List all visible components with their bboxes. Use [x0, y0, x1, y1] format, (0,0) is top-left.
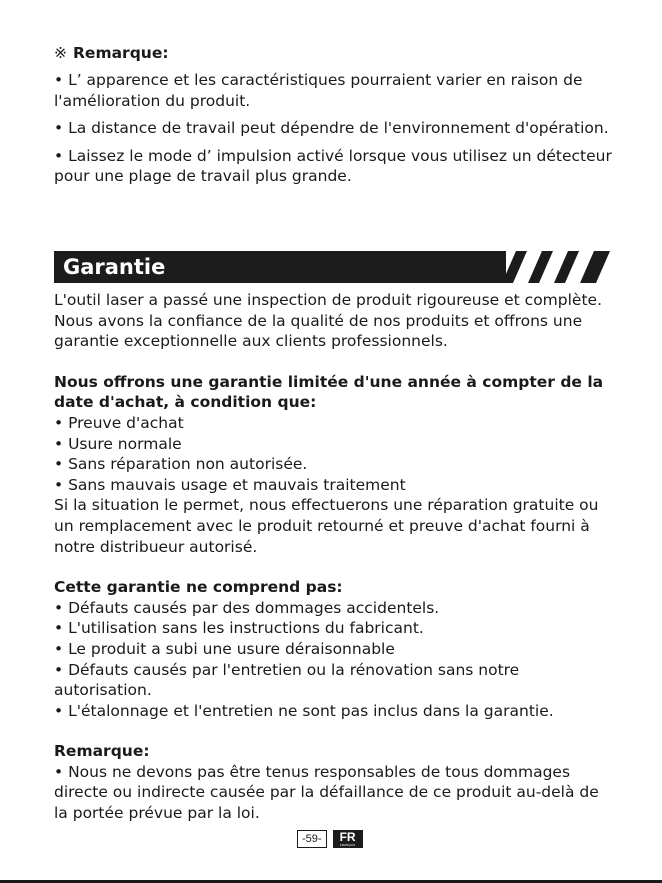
repair-text: Si la situation le permet, nous effectuerons une réparation gratuite ou un remplacement avec le produit retourné et preuve d'achat fourni à notre distribueur autorisé.: [54, 496, 599, 556]
condition-item: • Preuve d'achat: [54, 413, 184, 432]
banner-stripes-icon: [502, 251, 614, 283]
exclusion-item: • L'étalonnage et l'entretien ne sont pas inclus dans la garantie.: [54, 701, 554, 720]
exclusion-item: • L'utilisation sans les instructions du fabricant.: [54, 619, 424, 638]
exclusion-heading: Cette garantie ne comprend pas:: [54, 578, 343, 597]
condition-item: • Sans réparation non autorisée.: [54, 455, 308, 474]
exclusion-item: • Défauts causés par des dommages accidentels.: [54, 598, 440, 617]
remark-top-section: [54, 42, 614, 194]
reference-mark-icon: ※: [54, 44, 67, 62]
limited-warranty-heading: Nous offrons une garantie limitée d'une année à compter de la date d'achat, à condition que:: [54, 372, 604, 412]
exclusion-item: • Le produit a subi une usure déraisonnable: [54, 639, 395, 658]
exclusion-item: • Défauts causés par l'entretien ou la rénovation sans notre autorisation.: [54, 660, 520, 700]
language-code: FR: [339, 830, 356, 844]
condition-item: • Sans mauvais usage et mauvais traitement: [54, 475, 406, 494]
remark-note: • La distance de travail peut dépendre de l'environnement d'opération.: [54, 119, 609, 138]
condition-item: • Usure normale: [54, 434, 182, 453]
language-badge: [333, 830, 363, 848]
remark-top-title: [54, 42, 614, 64]
section-banner: [54, 251, 610, 283]
language-name: FRANÇAIS: [339, 843, 356, 847]
page-footer: [297, 830, 363, 848]
page-number: -59-: [297, 830, 327, 848]
remark-text: • Nous ne devons pas être tenus responsables de tous dommages directe ou indirecte causée par la défaillance de ce produit au-delà de la portée prévue par la loi.: [54, 762, 599, 823]
section-title: Garantie: [63, 255, 166, 279]
warranty-section: [54, 290, 614, 824]
warranty-intro: L'outil laser a passé une inspection de produit rigoureuse et complète. Nous avons la confiance de la qualité de nos produits et offrons une garantie exceptionnelle aux clients professionnels.: [54, 291, 602, 351]
remark-note: • Laissez le mode d’ impulsion activé lorsque vous utilisez un détecteur pour une plage de travail plus grande.: [54, 146, 612, 186]
remark-note: • L’ apparence et les caractéristiques pourraient varier en raison de l'amélioration du produit.: [54, 71, 583, 110]
remark-heading: Remarque:: [54, 742, 150, 761]
remark-top-heading: Remarque:: [73, 44, 169, 62]
